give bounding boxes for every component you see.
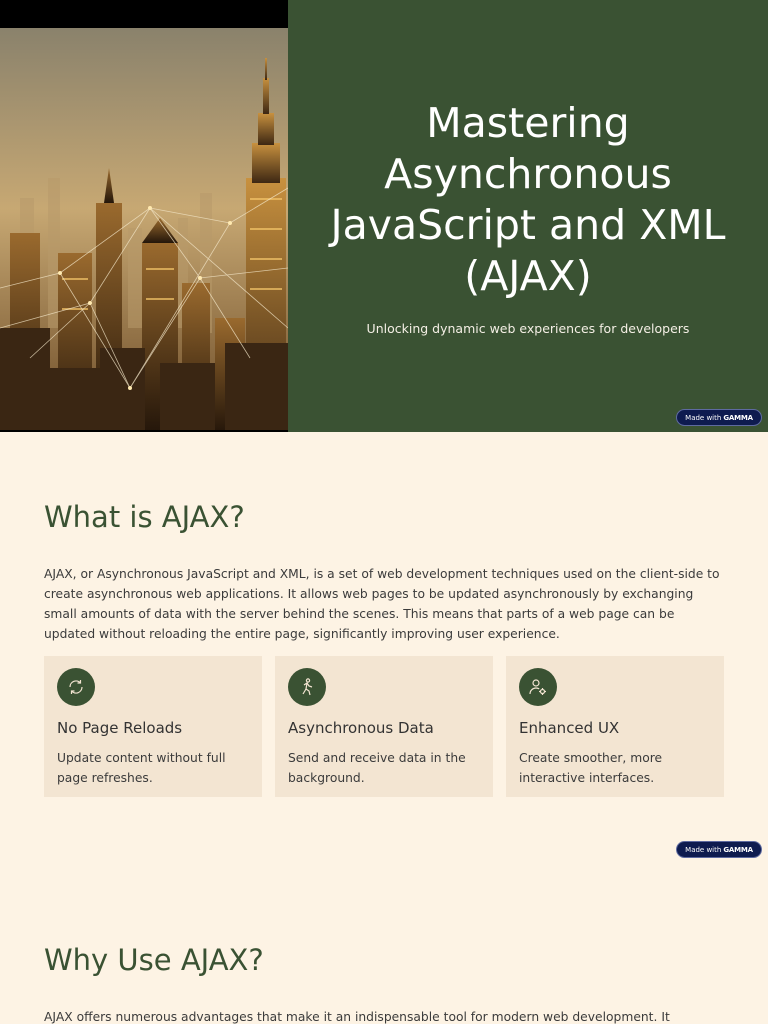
- badge-label: Made with: [685, 845, 722, 854]
- card-text: Create smoother, more interactive interfaces.: [519, 751, 663, 785]
- card-title: Asynchronous Data: [288, 719, 434, 737]
- card-text: Update content without full page refreshes.: [57, 751, 226, 785]
- gamma-logo: GAMMA: [723, 413, 753, 422]
- what-is-ajax-paragraph: AJAX, or Asynchronous JavaScript and XML, is a set of web development techniques used on the client-side to create asynchronous web applications. It allows web pages to be updated asynchronously by exchanging small amounts of data with the server behind the scenes. This means that parts of a web page can be updated without reloading the entire page, significantly improving user experience.: [44, 567, 720, 641]
- section-title-why-use-ajax: Why Use AJAX?: [44, 943, 264, 977]
- card-title: No Page Reloads: [57, 719, 183, 737]
- city-skyline-image: [0, 0, 288, 432]
- card-title: Enhanced UX: [519, 719, 620, 737]
- hero-subtitle: Unlocking dynamic web experiences for developers: [366, 321, 690, 336]
- gamma-logo: GAMMA: [723, 845, 753, 854]
- feature-card-asynchronous-data: [275, 656, 493, 797]
- user-settings-icon: [519, 668, 557, 706]
- card-text: Send and receive data in the background.: [288, 751, 466, 785]
- feature-card-no-page-reloads: [44, 656, 262, 797]
- why-use-ajax-paragraph: AJAX offers numerous advantages that make it an indispensable tool for modern web development. It: [44, 1010, 670, 1024]
- made-with-gamma-badge[interactable]: [676, 409, 762, 426]
- hero-slide: [0, 0, 768, 432]
- badge-label: Made with: [685, 413, 722, 422]
- refresh-icon: [57, 668, 95, 706]
- feature-card-enhanced-ux: [506, 656, 724, 797]
- made-with-gamma-badge[interactable]: [676, 841, 762, 858]
- running-person-icon: [288, 668, 326, 706]
- section-title-what-is-ajax: What is AJAX?: [44, 500, 245, 534]
- hero-title: Mastering Asynchronous JavaScript and XML (AJAX): [330, 99, 726, 300]
- hero-text-panel: [288, 0, 768, 432]
